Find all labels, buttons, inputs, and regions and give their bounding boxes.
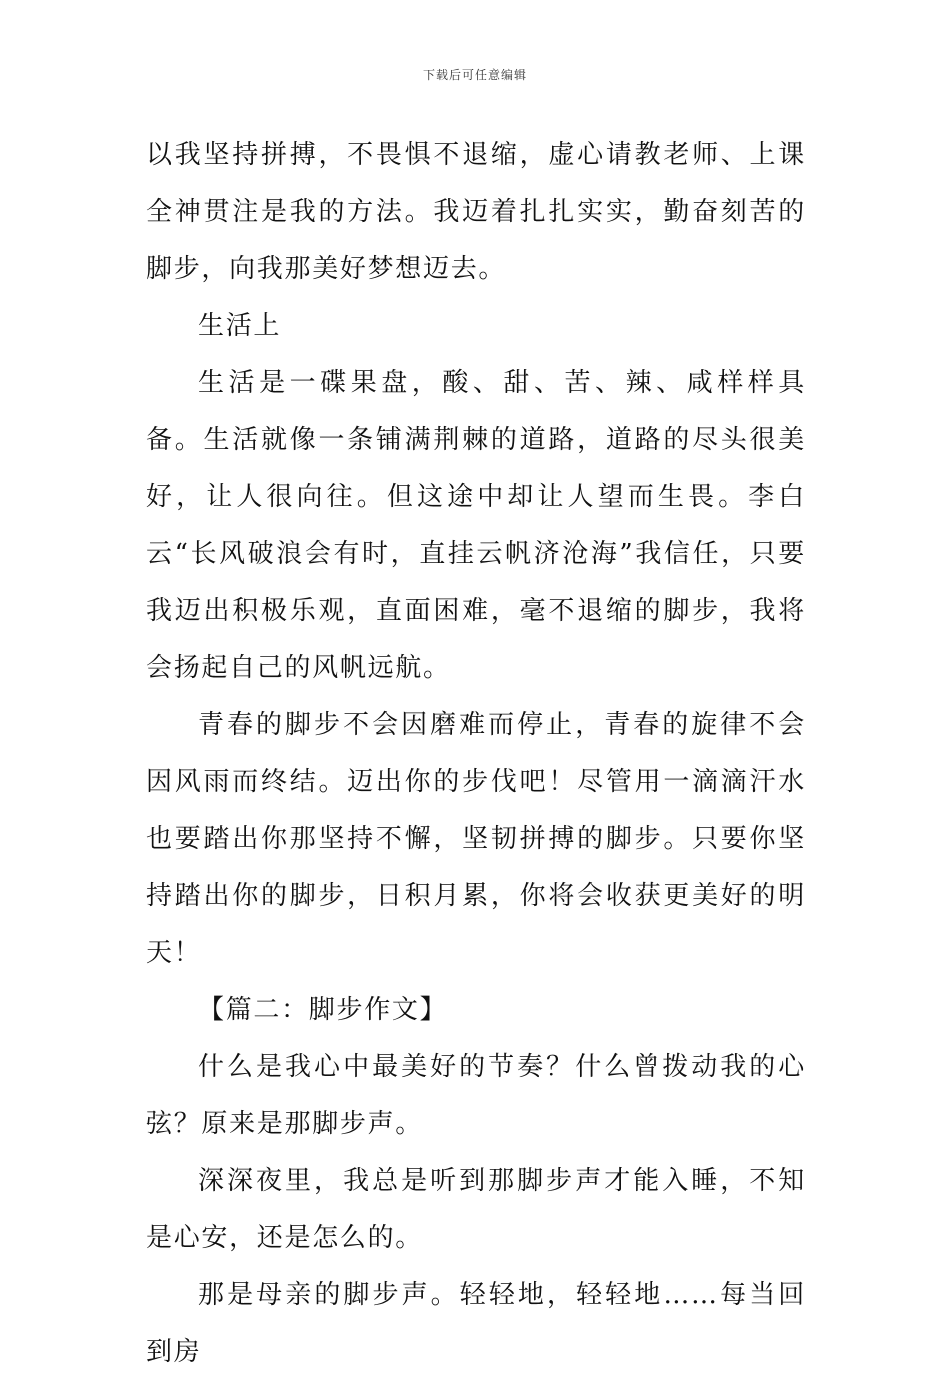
paragraph-7: 深深夜里，我总是听到那脚步声才能入睡，不知是心安，还是怎么的。: [146, 1166, 806, 1253]
section-heading-life: 生活上: [198, 311, 282, 341]
paragraph-6: 什么是我心中最美好的节奏？什么曾拨动我的心弦？原来是那脚步声。: [146, 1052, 806, 1139]
paragraph-3: 生活是一碟果盘，酸、甜、苦、辣、咸样样具备。生活就像一条铺满荆棘的道路，道路的尽头很美好，让人很向往。但这途中却让人望而生畏。李白云“长风破浪会有时，直挂云帆济沧海”我信任，只要我迈出积极乐观，直面困难，毫不退缩的脚步，我将会扬起自己的风帆远航。: [146, 368, 806, 683]
paragraph-1: 以我坚持拼搏，不畏惧不退缩，虚心请教老师、上课全神贯注是我的方法。我迈着扎扎实实，勤奋刻苦的脚步，向我那美好梦想迈去。: [146, 140, 806, 284]
section-heading-part-two: 【篇二：脚步作文】: [198, 995, 448, 1025]
document-body: [146, 127, 806, 1381]
paragraph-8: 那是母亲的脚步声。轻轻地，轻轻地……每当回到房: [146, 1280, 806, 1367]
page-header: 下载后可任意编辑: [422, 68, 527, 82]
paragraph-4: 青春的脚步不会因磨难而停止，青春的旋律不会因风雨而终结。迈出你的步伐吧！尽管用一滴滴汗水也要踏出你那坚持不懈，坚韧拼搏的脚步。只要你坚持踏出你的脚步，日积月累，你将会收获更美好的明天！: [146, 710, 806, 968]
